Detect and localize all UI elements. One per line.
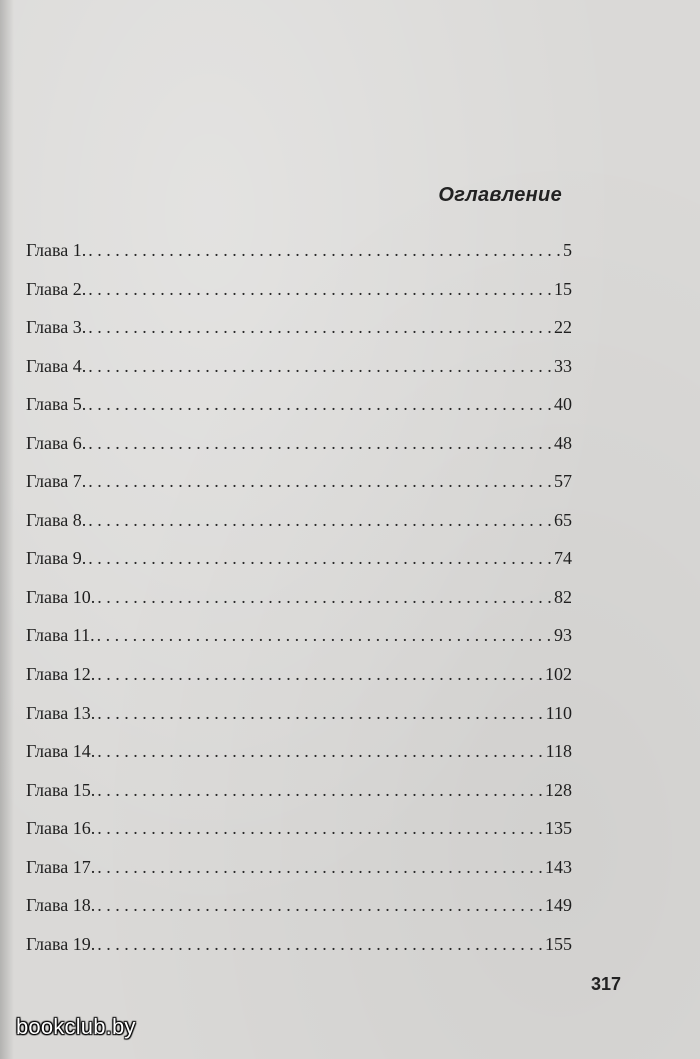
toc-entry (26, 895, 572, 934)
toc-entry-label: Глава 13. (26, 702, 96, 723)
toc-entry-page: 118 (545, 741, 572, 762)
dot-leader (88, 394, 552, 415)
toc-entry-page: 48 (554, 432, 572, 453)
page-number: 317 (590, 974, 621, 994)
dot-leader (88, 471, 552, 492)
toc-entry-page: 149 (545, 895, 572, 916)
toc-entry-page: 102 (545, 664, 572, 685)
toc-entry (26, 780, 572, 819)
toc-entry-label: Глава 5. (26, 394, 87, 415)
toc-entry-page: 155 (545, 933, 572, 954)
dot-leader (97, 780, 543, 801)
dot-leader (97, 818, 543, 839)
toc-entry-label: Глава 9. (26, 548, 87, 569)
watermark: bookclub.by (16, 1014, 136, 1039)
toc-entry-label: Глава 11. (26, 625, 95, 646)
toc-entry (26, 471, 572, 510)
toc-entry-page: 40 (554, 394, 572, 415)
toc-entry (26, 356, 572, 395)
toc-entry-page: 82 (554, 586, 572, 607)
toc-entry-page: 135 (545, 818, 572, 839)
toc-entry (26, 625, 572, 664)
toc-entry-label: Глава 16. (26, 818, 96, 839)
dot-leader (97, 895, 543, 916)
toc-entry-page: 15 (554, 278, 572, 299)
toc-entry-label: Глава 18. (26, 895, 96, 916)
toc-entry-label: Глава 2. (26, 278, 87, 299)
toc-entry-page: 143 (545, 856, 572, 877)
toc-list (26, 240, 572, 972)
toc-entry (26, 857, 572, 896)
toc-entry (26, 279, 572, 318)
dot-leader (88, 548, 552, 569)
toc-entry (26, 240, 572, 279)
toc-entry (26, 587, 572, 626)
dot-leader (88, 356, 552, 377)
dot-leader (97, 857, 543, 878)
toc-entry (26, 433, 572, 472)
toc-entry (26, 934, 572, 973)
toc-entry-label: Глава 19. (26, 933, 96, 954)
spine-shadow (0, 0, 14, 1059)
toc-entry-label: Глава 3. (26, 317, 87, 338)
dot-leader (88, 433, 552, 454)
toc-entry (26, 510, 572, 549)
toc-entry-label: Глава 8. (26, 509, 87, 530)
toc-entry-page: 128 (545, 779, 572, 800)
toc-entry-label: Глава 6. (26, 432, 87, 453)
dot-leader (88, 510, 552, 531)
toc-entry-page: 110 (545, 702, 572, 723)
toc-entry-label: Глава 12. (26, 664, 96, 685)
dot-leader (88, 240, 561, 261)
toc-entry (26, 548, 572, 587)
dot-leader (97, 934, 543, 955)
toc-entry-page: 93 (554, 625, 572, 646)
toc-entry (26, 741, 572, 780)
toc-entry-label: Глава 14. (26, 741, 96, 762)
dot-leader (88, 279, 552, 300)
dot-leader (97, 587, 552, 608)
dot-leader (88, 317, 552, 338)
toc-entry (26, 317, 572, 356)
dot-leader (97, 703, 543, 724)
toc-entry-label: Глава 4. (26, 355, 87, 376)
toc-entry (26, 664, 572, 703)
toc-entry-label: Глава 1. (26, 240, 87, 260)
toc-entry-page: 74 (554, 548, 572, 569)
dot-leader (97, 741, 543, 762)
dot-leader (97, 625, 552, 646)
toc-entry-label: Глава 15. (26, 779, 96, 800)
toc-entry-page: 57 (554, 471, 572, 492)
toc-entry-page: 65 (554, 509, 572, 530)
dot-leader (97, 664, 543, 685)
toc-entry-label: Глава 10. (26, 586, 96, 607)
toc-entry (26, 818, 572, 857)
toc-entry-label: Глава 17. (26, 856, 96, 877)
toc-entry (26, 703, 572, 742)
toc-entry-page: 22 (554, 317, 572, 338)
toc-entry-page: 5 (563, 240, 572, 260)
toc-entry-page: 33 (554, 355, 572, 376)
toc-entry-label: Глава 7. (26, 471, 87, 492)
toc-entry (26, 394, 572, 433)
toc-title: Оглавление (438, 184, 562, 206)
